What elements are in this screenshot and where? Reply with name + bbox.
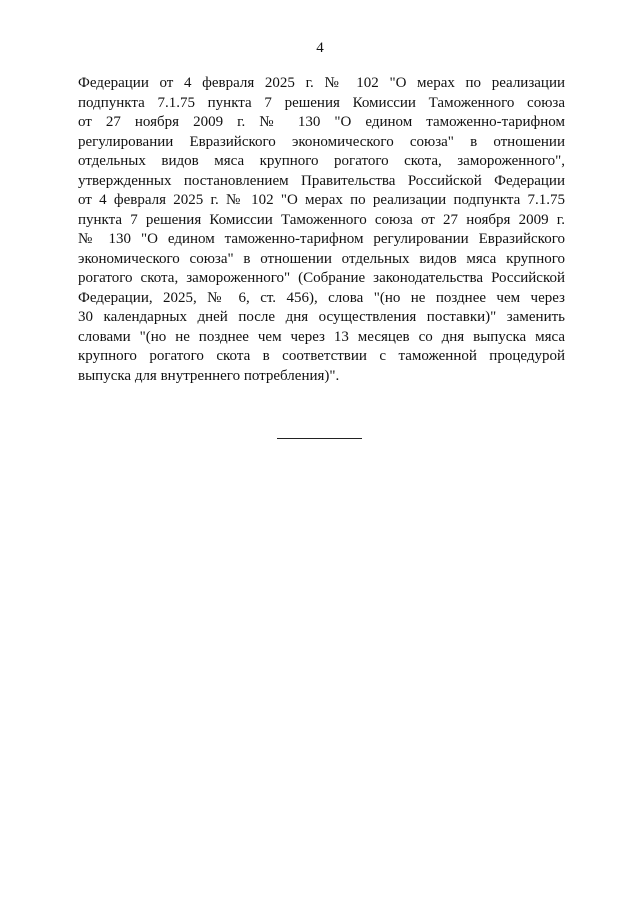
text-line: Федерации, 2025, № 6, ст. 456), слова "(но не позднее чем через	[78, 289, 565, 306]
page-number: 4	[316, 40, 324, 56]
text-line: крупного рогатого скота в соответствии с таможенной процедурой	[78, 348, 565, 364]
text-line: пункта 7 решения Комиссии Таможенного союза от 27 ноября 2009 г.	[78, 211, 565, 228]
text-line: рогатого скота, замороженного" (Собрание законодательства Российской	[78, 270, 565, 286]
text-line: 30 календарных дней после дня осуществления поставки)" заменить	[78, 309, 565, 325]
text-line: словами "(но не позднее чем через 13 месяцев со дня выпуска мяса	[78, 328, 565, 345]
text-line: утвержденных постановлением Правительства Российской Федерации	[78, 172, 565, 189]
text-line: от 4 февраля 2025 г. № 102 "О мерах по реализации подпункта 7.1.75	[78, 192, 565, 208]
end-of-text-rule	[277, 438, 362, 439]
text-line: регулировании Евразийского экономического союза" в отношении	[78, 133, 565, 150]
document-body	[78, 74, 565, 386]
text-line: от 27 ноября 2009 г. № 130 "О едином таможенно-тарифном	[78, 114, 565, 130]
text-line: экономического союза" в отношении отдельных видов мяса крупного	[78, 250, 565, 267]
text-line: отдельных видов мяса крупного рогатого скота, замороженного",	[78, 153, 565, 169]
text-line: Федерации от 4 февраля 2025 г. № 102 "О мерах по реализации	[78, 75, 565, 91]
text-line: выпуска для внутреннего потребления)".	[78, 367, 340, 384]
text-line: подпункта 7.1.75 пункта 7 решения Комиссии Таможенного союза	[78, 94, 565, 111]
text-line: № 130 "О едином таможенно-тарифном регулировании Евразийского	[78, 231, 565, 247]
